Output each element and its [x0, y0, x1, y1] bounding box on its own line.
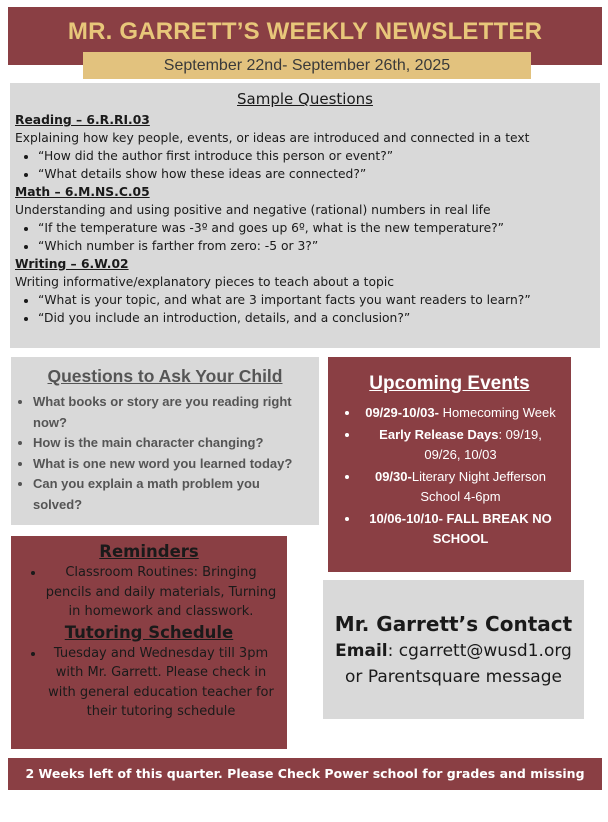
question-list — [15, 291, 595, 327]
newsletter-title: MR. GARRETT’S WEEKLY NEWSLETTER — [67, 18, 543, 45]
event-text: : 09/19, 09/26, 10/03 — [424, 426, 542, 462]
question-list — [15, 219, 595, 255]
event-date: 10/06-10/10- FALL BREAK NO SCHOOL — [369, 510, 552, 546]
event-item — [360, 403, 561, 424]
child-questions-panel — [11, 357, 319, 525]
child-question-item: • Can you explain a math problem you solved? — [33, 474, 311, 515]
tutoring-item: • Tuesday and Wednesday till 3pm with Mr. Garrett. Please check in with general education teacher for their tutoring schedule — [45, 644, 277, 722]
event-date: 09/30- — [374, 468, 412, 484]
question-item: • “Did you include an introduction, details, and a conclusion?” — [38, 309, 595, 327]
question-item: • “Which number is farther from zero: -5 or 3?” — [38, 237, 595, 255]
subject-description: Understanding and using positive and negative (rational) numbers in real life — [15, 203, 491, 217]
subject-title: Math – 6.M.NS.C.05 — [15, 185, 150, 199]
contact-email — [323, 638, 584, 664]
email-value[interactable]: : cgarrett@wusd1.org — [387, 641, 572, 661]
question-item: • “What details show how these ideas are connected?” — [38, 165, 595, 183]
events-list — [338, 403, 561, 550]
contact-panel — [323, 580, 584, 719]
question-item: • “What is your topic, and what are 3 important facts you want readers to learn?” — [38, 291, 595, 309]
event-item — [360, 425, 561, 466]
subject-title: Writing – 6.W.02 — [15, 257, 129, 271]
question-item: • “How did the author first introduce this person or event?” — [38, 147, 595, 165]
tutoring-list — [21, 644, 277, 722]
subject-description: Writing informative/explanatory pieces to teach about a topic — [15, 275, 394, 289]
event-text: Homecoming Week — [438, 405, 556, 420]
child-question-item: • How is the main character changing? — [33, 433, 311, 454]
contact-heading: Mr. Garrett’s Contact — [334, 612, 573, 636]
events-heading: Upcoming Events — [369, 373, 530, 394]
question-list — [15, 147, 595, 183]
child-question-item: • What books or story are you reading right now? — [33, 392, 311, 433]
sample-questions-panel — [10, 83, 600, 348]
reminder-item: • Classroom Routines: Bringing pencils and daily materials, Turning in homework and classwork. — [45, 563, 277, 622]
footer-banner: 2 Weeks left of this quarter. Please Check Power school for grades and missing work. — [8, 758, 602, 790]
question-item: • “If the temperature was -3º and goes up 6º, what is the new temperature?” — [38, 219, 595, 237]
contact-alternative: or Parentsquare message — [345, 667, 562, 687]
event-item — [360, 509, 561, 550]
event-date: 09/29-10/03- — [365, 405, 439, 420]
email-label: Email — [335, 641, 388, 661]
event-date: Early Release Days — [379, 426, 499, 442]
reminders-panel — [11, 536, 287, 749]
date-range: September 22nd- September 26th, 2025 — [83, 52, 531, 79]
reminders-list — [21, 563, 277, 622]
child-question-item: • What is one new word you learned today? — [33, 454, 311, 475]
reminders-heading: Reminders — [99, 542, 199, 561]
child-questions-heading: Questions to Ask Your Child — [47, 366, 283, 386]
event-item — [360, 467, 561, 508]
event-text: Literary Night Jefferson School 4-6pm — [411, 468, 547, 504]
subject-title: Reading – 6.R.RI.03 — [15, 113, 150, 127]
sample-questions-heading: Sample Questions — [237, 90, 373, 108]
upcoming-events-panel — [328, 357, 571, 572]
subject-description: Explaining how key people, events, or ideas are introduced and connected in a text — [15, 131, 530, 145]
child-questions-list — [19, 392, 311, 515]
tutoring-heading: Tutoring Schedule — [64, 622, 234, 642]
